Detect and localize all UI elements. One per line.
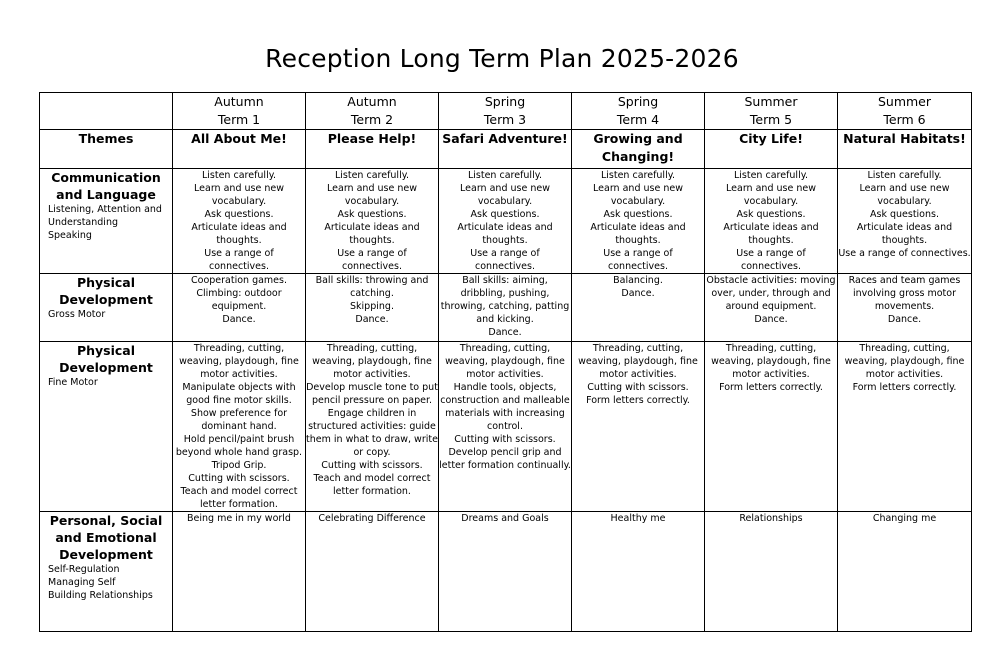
cell-line: Cooperation games. (191, 275, 287, 286)
cell-line: Listen carefully. (867, 170, 942, 181)
cell-line: Use a range of connectives. (838, 248, 971, 259)
term-header: Summer Term 6 (838, 93, 972, 130)
plan-cell (572, 342, 705, 512)
cell-line: Balancing. (613, 275, 663, 286)
cell-line: Tripod Grip. (211, 460, 267, 471)
cell-line: Threading, cutting, weaving, playdough, fine motor activities. (711, 343, 831, 380)
cell-line: Learn and use new vocabulary. (327, 183, 417, 207)
cell-line: Listen carefully. (334, 170, 409, 181)
cell-line: Listen carefully. (201, 170, 276, 181)
cell-line: Cutting with scissors. (321, 460, 423, 471)
cell-line: Ask questions. (603, 209, 673, 220)
cell-line: Changing me (872, 513, 937, 524)
theme-cell: City Life! (705, 130, 838, 169)
row-label-title: Physical Development (59, 275, 153, 307)
cell-line: Use a range of connectives. (337, 248, 407, 272)
cell-line: Teach and model correct letter formation. (180, 486, 298, 510)
row-label (40, 342, 173, 512)
term-header-row (40, 93, 972, 130)
plan-cell (173, 169, 306, 274)
long-term-plan-table (39, 92, 972, 632)
cell-line: Climbing: outdoor equipment. (196, 288, 282, 312)
cell-line: Dance. (887, 314, 922, 325)
cell-line: Develop muscle tone to put pencil pressure on paper. (306, 382, 438, 406)
plan-cell (705, 512, 838, 632)
plan-cell (173, 512, 306, 632)
cell-line: Learn and use new vocabulary. (859, 183, 950, 207)
plan-cell (439, 512, 572, 632)
cell-line: Articulate ideas and thoughts. (191, 222, 287, 246)
row-label-subtopic: Managing Self (48, 577, 116, 588)
cell-line: Develop pencil grip and letter formation continually. (439, 447, 571, 471)
term-header: Autumn Term 2 (306, 93, 439, 130)
theme-cell: Natural Habitats! (838, 130, 972, 169)
cell-line: Learn and use new vocabulary. (726, 183, 816, 207)
term-header: Autumn Term 1 (173, 93, 306, 130)
cell-line: Ask questions. (736, 209, 806, 220)
cell-line: Articulate ideas and thoughts. (590, 222, 686, 246)
cell-line: Races and team games involving gross motor movements. (848, 275, 961, 312)
theme-cell: Safari Adventure! (439, 130, 572, 169)
plan-cell (572, 512, 705, 632)
row-label (40, 274, 173, 342)
cell-line: Handle tools, objects, construction and malleable materials with increasing control. (440, 382, 570, 432)
page-title: Reception Long Term Plan 2025-2026 (265, 44, 739, 73)
cell-line: Ask questions. (470, 209, 540, 220)
cell-line: Ask questions. (204, 209, 274, 220)
cell-line: Ball skills: aiming, dribbling, pushing, throwing, catching, patting and kicking. (440, 275, 570, 325)
plan-cell (439, 342, 572, 512)
cell-line: Listen carefully. (733, 170, 808, 181)
row-label-subtopic: Gross Motor (48, 309, 106, 320)
plan-cell (306, 274, 439, 342)
cell-line: Articulate ideas and thoughts. (856, 222, 953, 246)
cell-line: Dance. (488, 327, 522, 338)
cell-line: Use a range of connectives. (736, 248, 806, 272)
cell-line: Learn and use new vocabulary. (593, 183, 683, 207)
plan-cell (439, 274, 572, 342)
row-label-title: Physical Development (59, 343, 153, 375)
cell-line: Use a range of connectives. (204, 248, 274, 272)
theme-cell: Please Help! (306, 130, 439, 169)
physical-development-gross-row (40, 274, 972, 342)
cell-line: Threading, cutting, weaving, playdough, fine motor activities. (445, 343, 565, 380)
row-label-subtopic: Speaking (48, 230, 92, 241)
cell-line: Cutting with scissors. (454, 434, 556, 445)
cell-line: Articulate ideas and thoughts. (723, 222, 819, 246)
row-label (40, 512, 173, 632)
cell-line: Ask questions. (337, 209, 407, 220)
plan-cell (572, 274, 705, 342)
row-label-title: Communication and Language (51, 170, 161, 202)
plan-cell (306, 342, 439, 512)
cell-line: Engage children in structured activities: guide them in what to draw, write or copy. (306, 408, 438, 458)
communication-language-row (40, 169, 972, 274)
cell-line: Teach and model correct letter formation. (313, 473, 431, 497)
cell-line: Dance. (621, 288, 655, 299)
row-label-subtopic: Fine Motor (48, 377, 98, 388)
theme-cell: Growing and Changing! (572, 130, 705, 169)
plan-cell (306, 169, 439, 274)
plan-cell (173, 274, 306, 342)
plan-cell (838, 342, 972, 512)
cell-line: Threading, cutting, weaving, playdough, fine motor activities. (578, 343, 698, 380)
cell-line: Healthy me (610, 513, 666, 524)
plan-cell (173, 342, 306, 512)
cell-line: Learn and use new vocabulary. (194, 183, 284, 207)
cell-line: Ball skills: throwing and catching. (315, 275, 429, 299)
cell-line: Listen carefully. (467, 170, 542, 181)
row-label-subtopic: Self-Regulation (48, 564, 120, 575)
themes-label: Themes (40, 130, 173, 169)
cell-line: Dance. (355, 314, 389, 325)
row-label (40, 169, 173, 274)
cell-line: Form letters correctly. (719, 382, 823, 393)
cell-line: Learn and use new vocabulary. (460, 183, 550, 207)
row-label-title: Personal, Social and Emotional Development (49, 513, 163, 562)
plan-cell (306, 512, 439, 632)
cell-line: Cutting with scissors. (188, 473, 290, 484)
cell-line: Being me in my world (187, 513, 291, 524)
cell-line: Form letters correctly. (852, 382, 957, 393)
cell-line: Manipulate objects with good fine motor skills. (182, 382, 296, 406)
term-header: Summer Term 5 (705, 93, 838, 130)
cell-line: Use a range of connectives. (603, 248, 673, 272)
cell-line: Obstacle activities: moving over, under, through and around equipment. (706, 275, 836, 312)
cell-line: Articulate ideas and thoughts. (324, 222, 420, 246)
personal-social-emotional-row (40, 512, 972, 632)
cell-line: Cutting with scissors. (587, 382, 689, 393)
cell-line: Dance. (222, 314, 256, 325)
plan-cell (705, 169, 838, 274)
term-header: Spring Term 3 (439, 93, 572, 130)
term-header: Spring Term 4 (572, 93, 705, 130)
cell-line: Skipping. (350, 301, 394, 312)
plan-cell (838, 512, 972, 632)
plan-cell (705, 342, 838, 512)
cell-line: Hold pencil/paint brush beyond whole hand grasp. (175, 434, 303, 458)
plan-cell (572, 169, 705, 274)
cell-line: Threading, cutting, weaving, playdough, fine motor activities. (179, 343, 299, 380)
cell-line: Threading, cutting, weaving, playdough, fine motor activities. (312, 343, 432, 380)
cell-line: Threading, cutting, weaving, playdough, fine motor activities. (844, 343, 965, 380)
cell-line: Ask questions. (870, 209, 939, 220)
row-label-subtopic: Listening, Attention and Understanding (48, 204, 162, 228)
cell-line: Show preference for dominant hand. (190, 408, 288, 432)
plan-cell (838, 169, 972, 274)
physical-development-fine-row (40, 342, 972, 512)
plan-cell (705, 274, 838, 342)
corner-cell (40, 93, 173, 130)
cell-line: Form letters correctly. (586, 395, 690, 406)
themes-row (40, 130, 972, 169)
theme-cell: All About Me! (173, 130, 306, 169)
cell-line: Dance. (754, 314, 788, 325)
cell-line: Celebrating Difference (318, 513, 426, 524)
cell-line: Dreams and Goals (461, 513, 549, 524)
cell-line: Use a range of connectives. (470, 248, 540, 272)
plan-cell (838, 274, 972, 342)
cell-line: Listen carefully. (600, 170, 675, 181)
cell-line: Articulate ideas and thoughts. (457, 222, 553, 246)
cell-line: Relationships (739, 513, 803, 524)
row-label-subtopic: Building Relationships (48, 590, 153, 601)
plan-cell (439, 169, 572, 274)
